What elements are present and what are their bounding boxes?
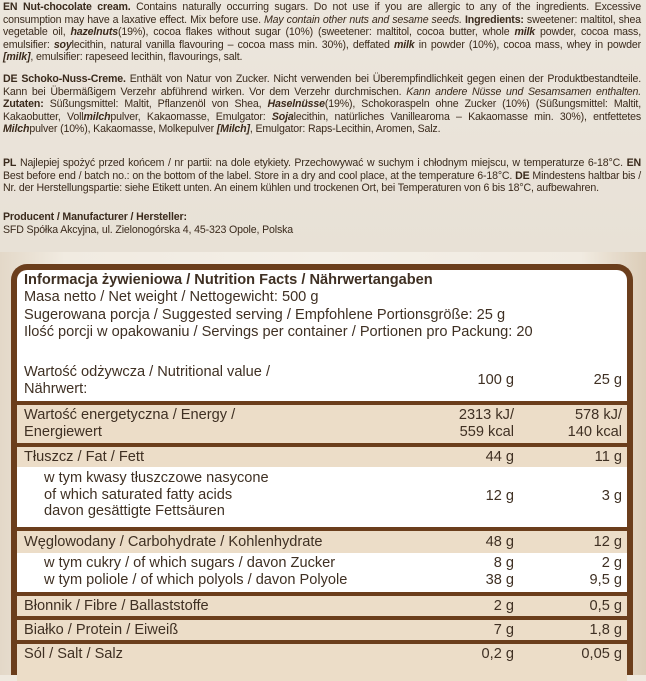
value-per-serving: 11 g xyxy=(594,449,622,465)
en-allergen-hazelnuts: hazelnuts xyxy=(70,26,118,39)
en-ingredients-text: powder, cocoa mass, emulsifier: xyxy=(3,26,641,51)
de-storage-text: Mindestens haltbar bis / Nr. der Herstellungspartie: siehe Etikett unten. An einem kühlen und trockenen Ort, bei Temperaturen von 6 bis 18°C, aufbewahren. xyxy=(3,169,641,195)
en-ingredients-text: (19%), cocoa flakes without sugar (10%) (sweetener: maltitol, cocoa butter, whole xyxy=(117,26,510,39)
nutrition-table xyxy=(11,264,633,675)
de-allergen-soy: Soja xyxy=(271,110,294,123)
producer-address: SFD Spółka Akcyjna, ul. Zielonogórska 4, 45-323 Opole, Polska xyxy=(3,223,293,236)
de-allergen-note: Kann andere Nüsse und Sesamsamen enthalten. xyxy=(406,85,642,98)
nutrition-row-polyols xyxy=(17,572,627,592)
nutrient-label: Tłuszcz / Fat / Fett xyxy=(24,449,145,465)
nutrition-column-header xyxy=(17,360,627,400)
nutrient-label: Sól / Salt / Salz xyxy=(24,646,123,662)
en-ingredients-text: lecithin, natural vanilla flavouring – cocoa mass min. 30%), deffated xyxy=(71,38,390,51)
en-ingredients-label: Ingredients: xyxy=(464,13,524,26)
nutrient-label: w tym poliole / of which polyols / davon Polyole xyxy=(44,572,348,588)
de-intro: Enthält von Natur von Zucker. Nicht verwenden bei Überempfindlichkeit gegen einen der Produktbestandteile. Kann bei Übermäßigem Verzehr abführend wirken. Vor dem Verzehr durchmischen. xyxy=(3,73,642,98)
nutrient-label: Wartość odżywcza / Nutritional value / Nährwert: xyxy=(24,364,271,397)
nutrient-label: w tym kwasy tłuszczowe nasycone of which saturated fatty acids davon gesättigte Fettsäuren xyxy=(44,470,269,519)
en-intro: Contains naturally occurring sugars. Do not use if you are allergic to any of the ingredients. Excessive consumption may have a laxative effect. Mix before use. xyxy=(3,1,641,26)
de-section xyxy=(3,73,641,136)
value-per-100g: 8 g xyxy=(493,555,514,571)
de-ingredients-text: pulver (10%), Kakaomasse, Molkepulver xyxy=(29,123,214,136)
en-allergen-soy: soy xyxy=(53,38,72,51)
de-ingredients-text: Süßungsmittel: Maltit, Pflanzenöl von Shea, xyxy=(49,98,262,111)
nutrition-row-protein xyxy=(17,620,627,640)
value-per-serving: 2 g xyxy=(601,555,622,571)
en-allergen-milk-bracket: [milk] xyxy=(3,51,31,64)
value-per-serving: 0,5 g xyxy=(589,598,622,614)
de-ingredients-text: lecithin, natürliches Vanillearoma – Kakaomasse min. 30%), entfettetes xyxy=(293,110,641,123)
nutrient-label: w tym cukry / of which sugars / davon Zucker xyxy=(44,555,336,571)
nutrition-row-salt xyxy=(17,644,627,681)
nutrition-row-fat xyxy=(17,447,627,467)
nutrition-row-saturates xyxy=(17,467,627,527)
nutrition-title: Informacja żywieniowa / Nutrition Facts / Nährwertangaben xyxy=(24,272,433,288)
en-allergen-milk: milk xyxy=(393,38,415,51)
en-product-name: Nut-chocolate cream. xyxy=(23,1,131,13)
nutrition-row-energy xyxy=(17,405,627,443)
producer-label: Producent / Manufacturer / Hersteller: xyxy=(3,211,187,223)
value-per-100g: 44 g xyxy=(485,449,514,465)
de-allergen-milk: Milch xyxy=(3,123,30,136)
de-ingredients-text: pulver, Kakaomasse, Emulgator: xyxy=(110,110,266,123)
nutrient-label: Węglowodany / Carbohydrate / Kohlenhydrate xyxy=(24,534,323,550)
serving-size: Sugerowana porcja / Suggested serving / Empfohlene Portionsgröße: 25 g xyxy=(24,306,506,323)
nutrition-header xyxy=(24,272,533,341)
en-storage-text: Best before end / batch no.: on the bottom of the label. Store in a dry and cool place, at the temperature 6-18°C. xyxy=(3,169,513,182)
nutrition-row-sugars xyxy=(17,554,627,572)
pl-lang-code: PL xyxy=(3,157,17,169)
value-per-100g: 2 g xyxy=(493,598,514,614)
value-per-100g: 7 g xyxy=(493,622,514,638)
nutrition-row-fibre xyxy=(17,596,627,616)
net-weight: Masa netto / Net weight / Nettogewicht: 500 g xyxy=(24,289,319,306)
en-lang-code: EN xyxy=(3,1,18,13)
nutrient-label: Błonnik / Fibre / Ballaststoffe xyxy=(24,598,209,614)
producer-section xyxy=(3,211,641,236)
storage-section xyxy=(3,157,641,195)
en-ingredients-text: sweetener: maltitol, shea vegetable oil, xyxy=(3,13,641,39)
en-ingredients-text: in powder (10%), cocoa mass, whey in powder xyxy=(418,38,642,51)
en-ingredients-text: , emulsifier: rapeseed lecithin, flavourings, salt. xyxy=(30,51,243,64)
servings-per-container: Ilość porcji w opakowaniu / Servings per container / Portionen pro Packung: 20 xyxy=(24,323,533,340)
de-allergen-milk-bracket: [Milch] xyxy=(216,123,250,136)
value-per-100g: 48 g xyxy=(485,534,514,550)
column-per-serving: 25 g xyxy=(593,372,622,388)
de-product-name: Schoko-Nuss-Creme. xyxy=(21,73,126,85)
en-allergen-note: May contain other nuts and sesame seeds. xyxy=(264,13,462,26)
de-allergen-hazelnuts: Haselnüsse xyxy=(267,98,325,111)
value-per-serving: 1,8 g xyxy=(589,622,622,638)
de-allergen-milk: milch xyxy=(83,110,111,123)
en-allergen-milk: milk xyxy=(514,26,536,39)
value-per-100g: 12 g xyxy=(485,488,514,504)
nutrient-label: Białko / Protein / Eiweiß xyxy=(24,622,179,638)
column-per-100g: 100 g xyxy=(477,372,514,388)
value-per-serving: 3 g xyxy=(601,488,622,504)
value-per-100g: 2313 kJ/ 559 kcal xyxy=(458,407,514,440)
de-ingredients-text: (19%), Schokoraspeln ohne Zucker (10%) (Süßungsmittel: Maltit, Kakaobutter, Voll xyxy=(3,98,642,123)
pl-storage-text: Najlepiej spożyć przed końcem / nr partii: na dole etykiety. Przechowywać w suchym i chłodnym miejscu, w temperaturze 6-18°C. xyxy=(19,157,623,169)
value-per-serving: 578 kJ/ 140 kcal xyxy=(567,407,622,440)
de-ingredients-label: Zutaten: xyxy=(3,98,44,111)
value-per-serving: 9,5 g xyxy=(589,572,622,588)
nutrient-label: Wartość energetyczna / Energy / Energiewert xyxy=(24,407,236,440)
de-ingredients-text: , Emulgator: Raps-Lecithin, Aromen, Salz. xyxy=(249,123,441,136)
value-per-100g: 38 g xyxy=(485,572,514,588)
de-lang-code: DE xyxy=(3,73,18,85)
value-per-serving: 0,05 g xyxy=(581,646,622,662)
value-per-100g: 0,2 g xyxy=(481,646,514,662)
value-per-serving: 12 g xyxy=(593,534,622,550)
nutrition-row-carbohydrate xyxy=(17,531,627,553)
de-lang-code: DE xyxy=(515,169,530,182)
en-section xyxy=(3,1,641,64)
en-lang-code: EN xyxy=(626,157,641,169)
